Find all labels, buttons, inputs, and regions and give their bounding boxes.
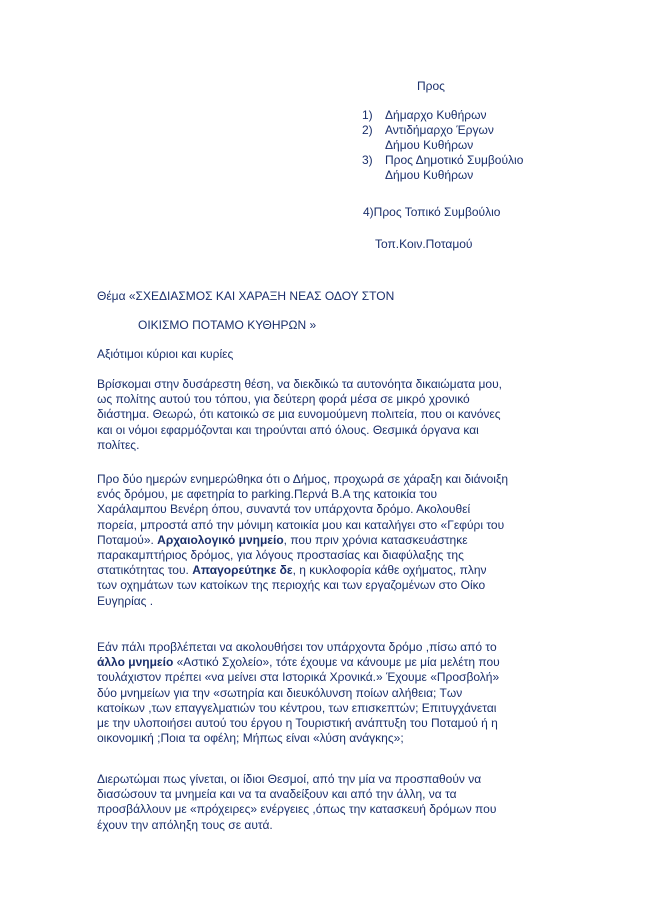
text-segment: Χαράλαμπου Βενέρη όπου, συναντά τον υπάρχοντα δρόμο. Ακολουθεί bbox=[97, 502, 471, 517]
paragraph-line bbox=[97, 487, 508, 502]
paragraph-line bbox=[97, 578, 508, 593]
emphasized-text: Αρχαιολογικό μνημείο bbox=[157, 532, 284, 547]
text-segment: διάστημα. Θεωρώ, ότι κατοικώ σε μια ευνομούμενη πολιτεία, που οι κανόνες bbox=[97, 407, 501, 422]
text-segment: Προ δύο ημερών ενημερώθηκα ότι ο Δήμος, προχωρά σε χάραξη και διάνοιξη bbox=[97, 472, 508, 486]
addressee-list bbox=[362, 108, 523, 183]
text-segment: Ευγηρίας . bbox=[97, 593, 154, 608]
addressee-number: 3) bbox=[362, 153, 373, 167]
emphasized-text: Απαγορεύτηκε δε bbox=[192, 563, 293, 578]
paragraph-line bbox=[97, 772, 496, 787]
addressee-line-continued: Δήμου Κυθήρων bbox=[385, 168, 474, 182]
paragraph-line bbox=[97, 423, 502, 438]
text-segment: διασώσουν τα μνημεία και να τα αναδείξουν και από την άλλη, να τα bbox=[97, 787, 457, 802]
addressee-line: Αντιδήμαρχο Έργων bbox=[385, 123, 494, 137]
paragraph-line bbox=[97, 533, 508, 548]
text-segment: παρακαμπτήριος δρόμος, για λόγους προστασίας και διαφύλαξης της bbox=[97, 548, 464, 563]
paragraph-line bbox=[97, 472, 508, 487]
text-segment: ως πολίτης αυτού του τόπου, για δεύτερη φορά μέσα σε μικρό χρονικό bbox=[97, 392, 470, 407]
text-segment: , η κυκλοφορία κάθε οχήματος, πλην bbox=[292, 563, 487, 578]
emphasized-text: άλλο μνημείο bbox=[97, 655, 174, 670]
addressee-heading: Προς bbox=[417, 79, 445, 93]
addressee-line-continued: Δήμου Κυθήρων bbox=[385, 138, 474, 152]
paragraph-line bbox=[97, 377, 502, 392]
paragraph-line bbox=[97, 594, 508, 609]
paragraph-line bbox=[97, 563, 508, 578]
addressee-line: Δήμαρχο Κυθήρων bbox=[385, 108, 487, 122]
text-segment: πορεία, μπροστά από την μόνιμη κατοικία μου και καταλήγει στο «Γεφύρι του bbox=[97, 517, 505, 532]
paragraph bbox=[97, 640, 500, 746]
text-segment: των οχημάτων των κατοίκων της περιοχής και των εργαζομένων στο Οίκο bbox=[97, 578, 486, 593]
paragraph-line bbox=[97, 802, 496, 817]
text-segment: , που πριν χρόνια κατασκευάστηκε bbox=[283, 532, 468, 547]
paragraph bbox=[97, 472, 508, 609]
paragraph-line bbox=[97, 640, 500, 655]
addressee-number: 1) bbox=[362, 108, 373, 122]
paragraph-line bbox=[97, 502, 508, 517]
paragraph-line bbox=[97, 655, 500, 670]
paragraph-line bbox=[97, 716, 500, 731]
subject-line-2: ΟΙΚΙΣΜΟ ΠΟΤΑΜΟ ΚΥΘΗΡΩΝ » bbox=[138, 318, 317, 332]
text-segment: προσβάλλουν με «πρόχειρες» ενέργειες ,όπως την κατασκευή δρόμων που bbox=[97, 802, 497, 817]
paragraph bbox=[97, 772, 496, 833]
paragraph-line bbox=[97, 818, 496, 833]
addressee-item-4: 4)Προς Τοπικό Συμβούλιο bbox=[363, 205, 501, 219]
subject-line-1: Θέμα «ΣΧΕΔΙΑΣΜΟΣ ΚΑΙ ΧΑΡΑΞΗ ΝΕΑΣ ΟΔΟΥ ΣΤΟΝ bbox=[97, 289, 395, 303]
paragraph-line bbox=[97, 731, 500, 746]
paragraph-line bbox=[97, 407, 502, 422]
text-segment: τουλάχιστον πρέπει «να μείνει στα Ιστορικά Χρονικά.» Έχουμε «Προσβολή» bbox=[97, 670, 500, 685]
paragraph bbox=[97, 377, 502, 453]
addressee-line: Προς Δημοτικό Συμβούλιο bbox=[385, 153, 524, 167]
text-segment: Βρίσκομαι στην δυσάρεστη θέση, να διεκδικώ τα αυτονόητα δικαιώματα μου, bbox=[97, 377, 502, 391]
text-segment: οικονομική ;Ποια τα οφέλη; Μήπως είναι «λύση ανάγκης»; bbox=[97, 731, 404, 746]
paragraph-line bbox=[97, 787, 496, 802]
text-segment: με την υλοποιήσει αυτού του έργου η Τουριστική ανάπτυξη του Ποταμού ή η bbox=[97, 716, 498, 731]
paragraph-line bbox=[97, 686, 500, 701]
text-segment: Διερωτώμαι πως γίνεται, οι ίδιοι Θεσμοί, από την μία να προσπαθούν να bbox=[97, 772, 482, 786]
paragraph-line bbox=[97, 392, 502, 407]
text-segment: ενός δρόμου, με αφετηρία to parking.Περνά Β.Α της κατοικία του bbox=[97, 487, 438, 502]
text-segment: κατοίκων ,των επαγγελματιών του κέντρου, των επισκεπτών; Επιτυγχάνεται bbox=[97, 700, 497, 715]
addressee-number: 2) bbox=[362, 123, 373, 137]
text-segment: στατικότητας του. bbox=[97, 563, 193, 578]
paragraph-line bbox=[97, 670, 500, 685]
text-segment: και οι νόμοι εφαρμόζονται και τηρούνται από όλους. Θεσμικά όργανα και bbox=[97, 422, 479, 437]
addressee-item bbox=[362, 108, 523, 123]
text-segment: Ποταμού». bbox=[97, 532, 158, 547]
paragraph-line bbox=[97, 548, 508, 563]
text-segment: δύο μνημείων για την «σωτηρία και διευκόλυνση ποίων αλήθεια; Των bbox=[97, 685, 463, 700]
greeting: Αξιότιμοι κύριοι και κυρίες bbox=[97, 347, 234, 361]
addressee-item-4-sub: Τοπ.Κοιν.Ποταμού bbox=[375, 237, 473, 251]
text-segment: πολίτες. bbox=[97, 437, 140, 452]
paragraph-line bbox=[97, 701, 500, 716]
text-segment: «Αστικό Σχολείο», τότε έχουμε να κάνουμε με μία μελέτη που bbox=[173, 655, 500, 670]
paragraph-line bbox=[97, 438, 502, 453]
addressee-item bbox=[362, 153, 523, 168]
text-segment: Εάν πάλι προβλέπεται να ακολουθήσει τον υπάρχοντα δρόμο ,πίσω από το bbox=[97, 640, 497, 654]
text-segment: έχουν την απόληξη τους σε αυτά. bbox=[97, 817, 273, 832]
addressee-item bbox=[362, 123, 523, 138]
paragraph-line bbox=[97, 518, 508, 533]
